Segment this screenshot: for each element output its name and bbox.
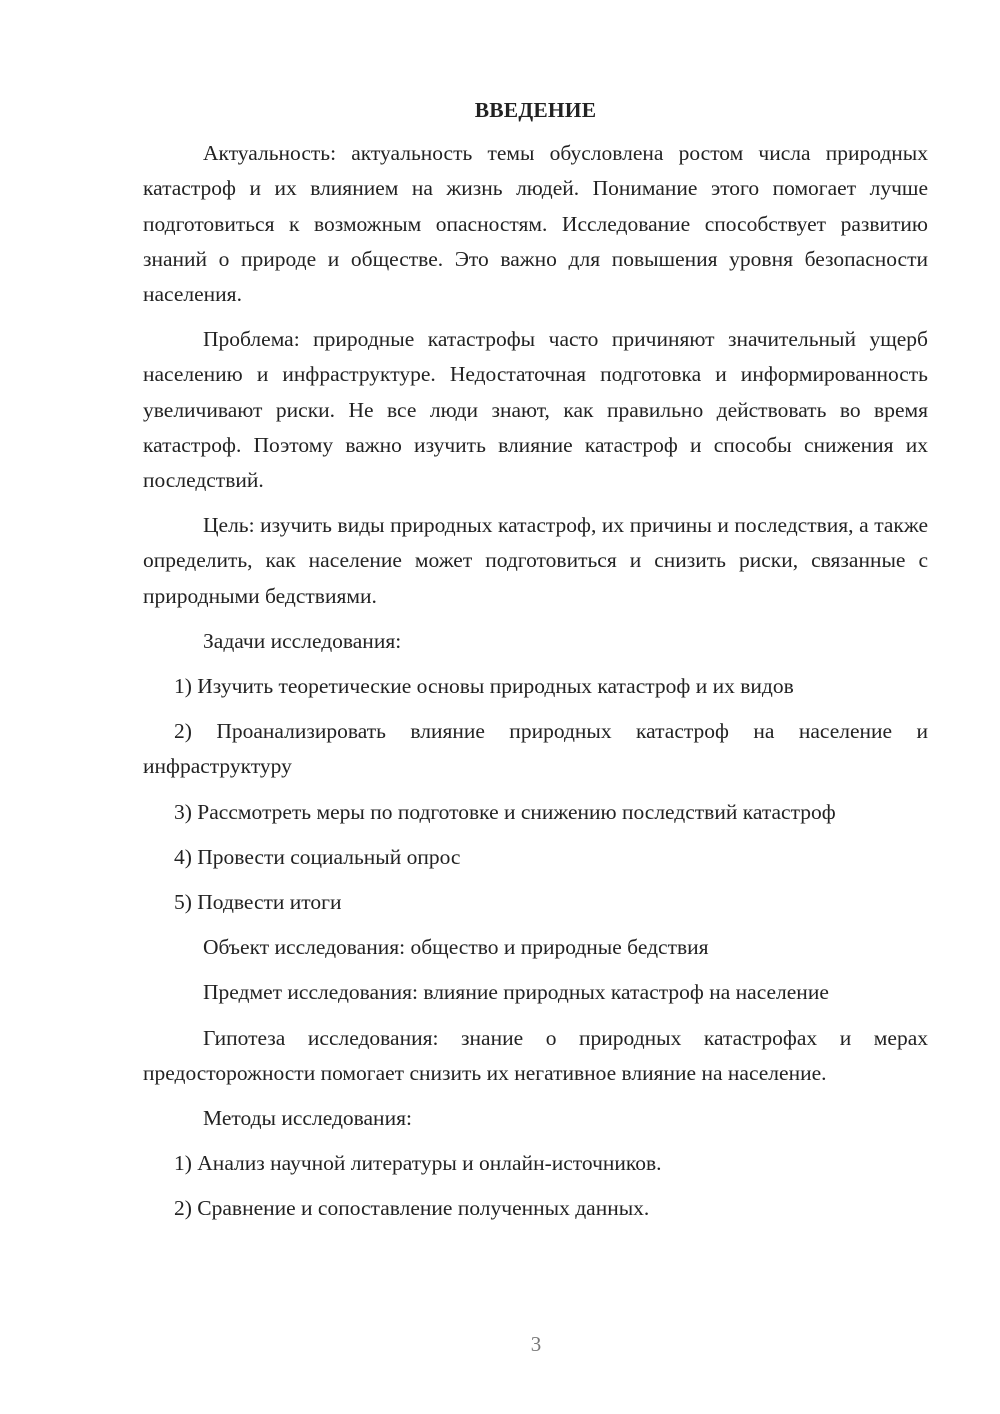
problem-paragraph: Проблема: природные катастрофы часто причиняют значительный ущерб населению и инфраструктуре. Недостаточная подготовка и информированность увеличивают риски. Не все люди знают, как правильно действовать во время катастроф. Поэтому важно изучить влияние катастроф и способы снижения их последствий. [143, 327, 928, 493]
method-item-2: 2) Сравнение и сопоставление полученных данных. [174, 1196, 650, 1221]
relevance-paragraph: Актуальность: актуальность темы обусловлена ростом числа природных катастроф и их влиянием на жизнь людей. Понимание этого помогает лучше подготовиться к возможным опасностям. Исследование способствует развитию знаний о природе и обществе. Это важно для повышения уровня безопасности населения. [143, 141, 928, 307]
object-paragraph: Объект исследования: общество и природные бедствия [203, 935, 709, 960]
task-item-5: 5) Подвести итоги [174, 890, 342, 915]
hypothesis-paragraph: Гипотеза исследования: знание о природных катастрофах и мерах предосторожности помогает снизить их негативное влияние на население. [143, 1025, 928, 1085]
task-item-4: 4) Провести социальный опрос [174, 844, 461, 869]
methods-heading: Методы исследования: [203, 1106, 412, 1131]
task-item-2: 2) Проанализировать влияние природных катастроф на население и инфраструктуру [143, 719, 928, 779]
subject-paragraph: Предмет исследования: влияние природных катастроф на население [203, 980, 829, 1005]
goal-paragraph: Цель: изучить виды природных катастроф, их причины и последствия, а также определить, как население может подготовиться и снизить риски, связанные с природными бедствиями. [143, 513, 928, 608]
page-content [143, 93, 928, 1237]
task-item-3: 3) Рассмотреть меры по подготовке и снижению последствий катастроф [174, 799, 836, 824]
task-item-1: 1) Изучить теоретические основы природных катастроф и их видов [174, 674, 794, 699]
page-number: 3 [530, 1332, 542, 1356]
method-item-1: 1) Анализ научной литературы и онлайн-источников. [174, 1151, 662, 1176]
section-title: ВВЕДЕНИЕ [474, 98, 597, 122]
tasks-heading: Задачи исследования: [203, 628, 402, 653]
